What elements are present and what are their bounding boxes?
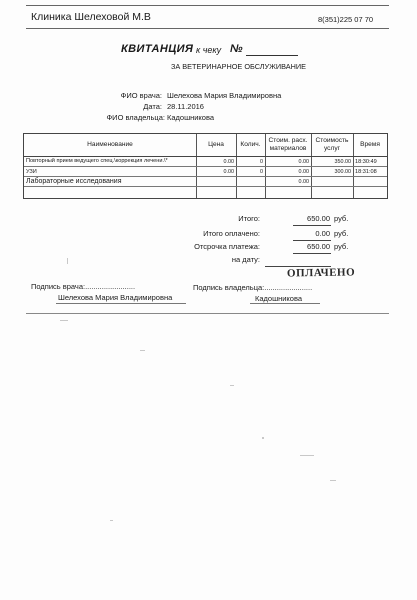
footer-rule [26, 313, 389, 314]
date-value: 28.11.2016 [167, 102, 204, 111]
total-underline [293, 225, 331, 226]
paid-label: Итого оплачено: [203, 229, 260, 238]
scan-speck [230, 385, 234, 386]
deferred-currency: руб. [334, 242, 349, 251]
clinic-phone: 8(351)225 07 70 [318, 15, 374, 24]
col-header-service [311, 137, 353, 153]
scan-speck [60, 320, 68, 321]
doctor-signature-name: Шелехова Мария Владимировна [58, 293, 173, 302]
col-header-service-line2: услуг [323, 145, 341, 152]
row1-service: 350.00 [334, 159, 351, 165]
table-row-divider [24, 166, 387, 167]
row1-name: Повторный прием ведущего спец.\коррекция лечени.\* [26, 158, 168, 164]
total-currency: руб. [334, 214, 349, 223]
col-header-materials [265, 137, 311, 153]
scan-speck [262, 437, 264, 439]
clinic-name: Клиника Шелеховой М.В [31, 11, 151, 23]
row1-time: 18:30:49 [355, 159, 377, 165]
paid-currency: руб. [334, 229, 349, 238]
table-row-divider [24, 176, 387, 177]
doctor-value: Шелехова Мария Владимировна [167, 91, 282, 100]
total-value: 650.00 [307, 214, 330, 223]
row1-price: 0.00 [223, 159, 234, 165]
paid-stamp: ОПЛАЧЕНО [286, 266, 356, 280]
deferred-label: Отсрочка платежа: [194, 242, 260, 251]
total-label: Итого: [238, 214, 260, 223]
paid-underline [293, 240, 331, 241]
receipt-number-line [246, 55, 298, 56]
scan-speck [67, 258, 68, 264]
col-header-qty: Колич. [240, 141, 261, 148]
scan-speck [300, 455, 314, 456]
row2-service: 300.00 [334, 169, 351, 175]
col-header-materials-line2: материалов [269, 145, 307, 152]
col-header-service-line1: Стоимость [315, 137, 349, 144]
deferred-value: 650.00 [307, 242, 330, 251]
owner-label: ФИО владельца: [106, 113, 165, 122]
doctor-signature-label: Подпись врача:........................ [31, 282, 136, 291]
row3-materials: 0.00 [298, 179, 309, 185]
paid-value: 0.00 [315, 229, 330, 238]
services-table [23, 133, 388, 199]
header-top-rule [26, 5, 389, 6]
row3-name: Лабораторные исследования [26, 178, 122, 185]
owner-signature-underline [250, 303, 320, 304]
owner-signature-label: Подпись владельца:....................... [193, 283, 313, 292]
row2-name: УЗИ [26, 169, 37, 175]
header-bottom-rule [26, 28, 389, 29]
owner-signature-name: Кадошникова [255, 294, 303, 303]
date-label: Дата: [143, 102, 162, 111]
col-header-materials-line1: Стоим. расх. [268, 137, 308, 144]
deferred-underline [293, 253, 331, 254]
scan-speck [330, 480, 336, 481]
scan-speck [140, 350, 145, 351]
owner-value: Кадошникова [167, 113, 215, 122]
table-row-divider [24, 186, 387, 187]
due-date-label: на дату: [231, 255, 260, 264]
col-header-time: Время [360, 141, 380, 148]
col-header-price: Цена [208, 141, 224, 148]
scan-speck [110, 520, 113, 521]
table-header-divider [24, 156, 387, 157]
doctor-signature-underline [56, 303, 186, 304]
receipt-title: КВИТАНЦИЯ [121, 43, 194, 55]
receipt-to-check: к чеку [196, 45, 222, 55]
col-header-name: Наименование [87, 141, 133, 148]
row2-price: 0.00 [223, 169, 234, 175]
receipt-subtitle: ЗА ВЕТЕРИНАРНОЕ ОБСЛУЖИВАНИЕ [171, 62, 307, 71]
row1-materials: 0.00 [298, 159, 309, 165]
receipt-number-sign: № [230, 43, 243, 55]
doctor-label: ФИО врача: [120, 91, 162, 100]
row2-qty: 0 [260, 169, 263, 175]
row2-materials: 0.00 [298, 169, 309, 175]
row2-time: 18:31:08 [355, 169, 377, 175]
row1-qty: 0 [260, 159, 263, 165]
